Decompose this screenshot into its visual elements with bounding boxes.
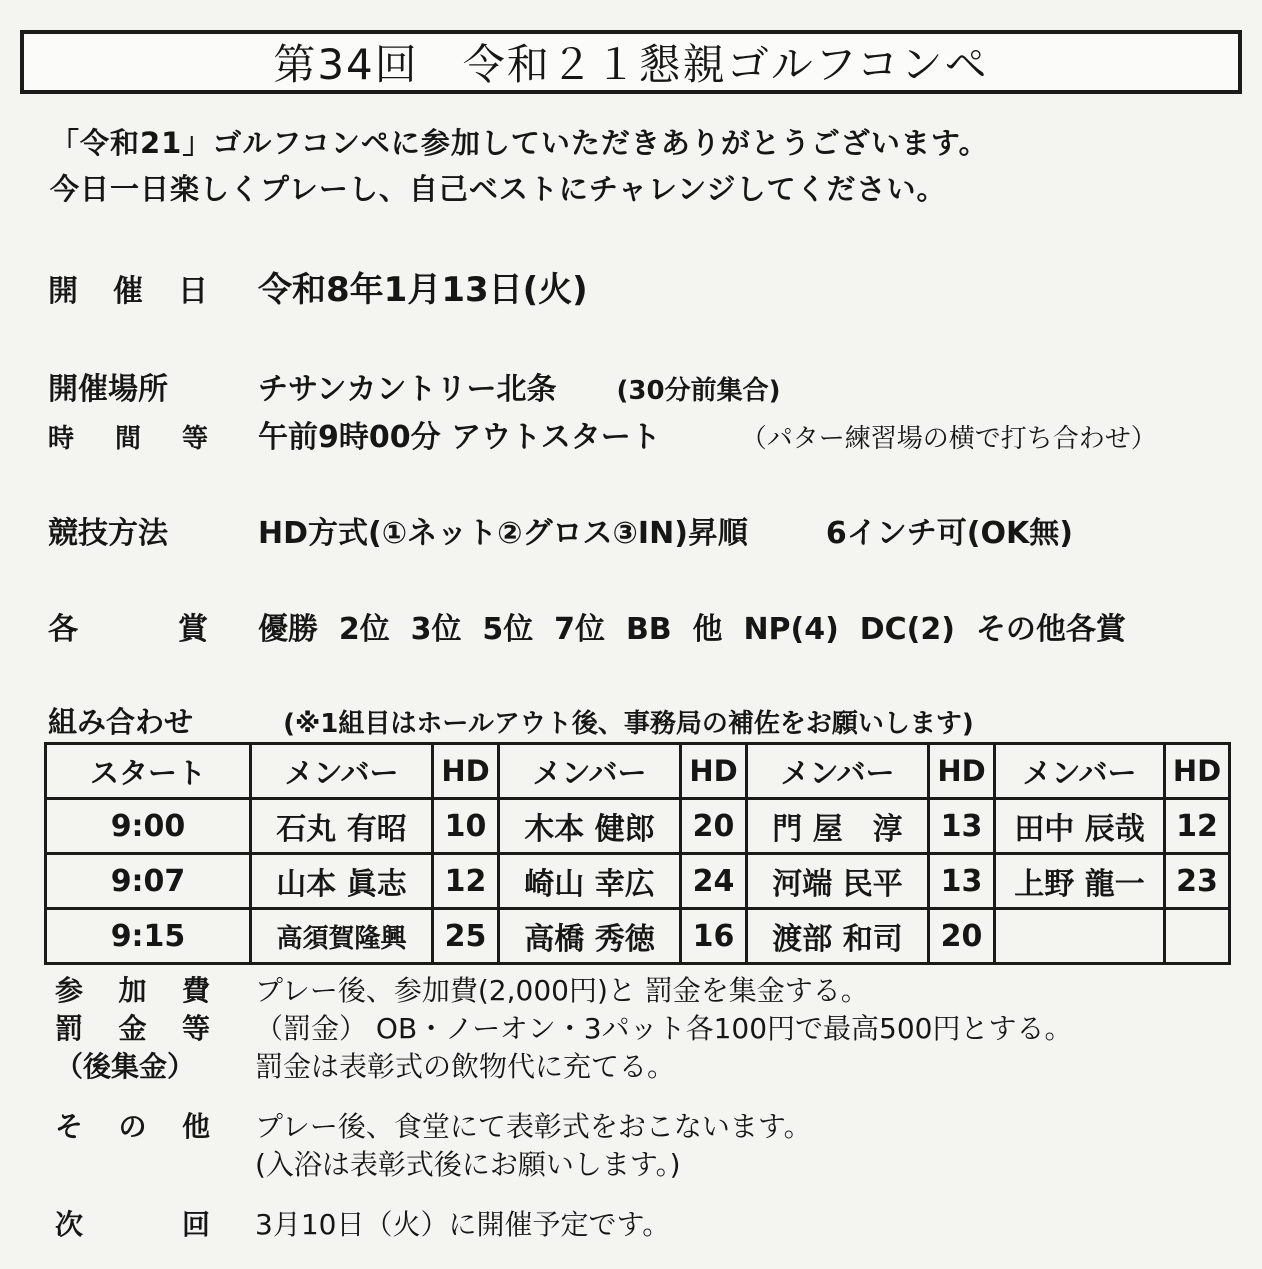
format-row [48, 508, 1073, 552]
member-name: 木本 健郎 [499, 799, 681, 854]
fees-line-3 [55, 1048, 1072, 1086]
time-value: 午前9時00分 アウトスタート [258, 420, 661, 455]
time-row [48, 412, 1157, 456]
table-row [46, 799, 1230, 854]
header-hd: HD [929, 744, 995, 799]
member-name: 門 屋 淳 [747, 799, 929, 854]
member-name [995, 909, 1165, 964]
header-start: スタート [46, 744, 251, 799]
member-hd: 23 [1165, 854, 1230, 909]
member-name: 高須賀隆興 [251, 909, 433, 964]
intro-line-1: 「令和21」ゴルフコンペに参加していただきありがとうございます。 [50, 126, 989, 160]
other-text-2: (入浴は表彰式後にお願いします。) [255, 1148, 681, 1181]
intro-line-2: 今日一日楽しくプレーし、自己ベストにチャレンジしてください。 [50, 172, 947, 206]
header-hd: HD [681, 744, 747, 799]
other-text-1: プレー後、食堂にて表彰式をおこないます。 [255, 1110, 812, 1143]
member-name: 田中 辰哉 [995, 799, 1165, 854]
header-hd: HD [433, 744, 499, 799]
start-time: 9:00 [46, 799, 251, 854]
member-hd: 10 [433, 799, 499, 854]
member-name: 河端 民平 [747, 854, 929, 909]
member-name: 高橋 秀徳 [499, 909, 681, 964]
table-row [46, 909, 1230, 964]
fees-text-2: （罰金） OB・ノーオン・3パット各100円で最高500円とする。 [255, 1012, 1073, 1045]
member-name: 山本 眞志 [251, 854, 433, 909]
member-name: 渡部 和司 [747, 909, 929, 964]
format-label: 競技方法 [48, 516, 168, 551]
groups-header [48, 700, 974, 741]
prizes-label: 各 賞 [48, 612, 208, 647]
fees-text-3: 罰金は表彰式の飲物代に充てる。 [255, 1050, 676, 1083]
fees-line-1 [55, 972, 1072, 1010]
fees-label-2: 罰 金 等 [55, 1012, 210, 1045]
format-note: 6インチ可(OK無) [825, 516, 1073, 551]
time-label: 時 間 等 [48, 424, 208, 454]
table-row [46, 854, 1230, 909]
venue-note: (30分前集合) [616, 376, 781, 406]
member-name: 崎山 幸広 [499, 854, 681, 909]
header-member: メンバー [995, 744, 1165, 799]
member-hd: 24 [681, 854, 747, 909]
start-time: 9:07 [46, 854, 251, 909]
member-hd: 12 [433, 854, 499, 909]
member-hd: 20 [929, 909, 995, 964]
title-box [20, 30, 1242, 94]
other-line-2 [55, 1146, 1072, 1184]
member-hd: 13 [929, 854, 995, 909]
time-note: （パター練習場の横で打ち合わせ） [740, 424, 1157, 454]
intro-text [50, 120, 989, 212]
table-header-row [46, 744, 1230, 799]
header-member: メンバー [251, 744, 433, 799]
member-hd: 16 [681, 909, 747, 964]
other-line-1 [55, 1108, 1072, 1146]
member-name: 上野 龍一 [995, 854, 1165, 909]
venue-label: 開催場所 [48, 372, 168, 407]
header-hd: HD [1165, 744, 1230, 799]
date-value: 令和8年1月13日(火) [258, 270, 588, 310]
pairings-table [44, 742, 1231, 965]
member-hd: 25 [433, 909, 499, 964]
groups-label: 組み合わせ [48, 705, 194, 739]
format-value: HD方式(①ネット②グロス③IN)昇順 [258, 516, 748, 551]
member-hd: 20 [681, 799, 747, 854]
fees-label-3: （後集金） [55, 1050, 196, 1083]
next-label: 次 回 [55, 1208, 210, 1241]
other-label: そ の 他 [55, 1110, 210, 1143]
member-name: 石丸 有昭 [251, 799, 433, 854]
prizes-row [48, 604, 1126, 648]
fees-line-2 [55, 1010, 1072, 1048]
start-time: 9:15 [46, 909, 251, 964]
header-member: メンバー [499, 744, 681, 799]
fees-text-1: プレー後、参加費(2,000円)と 罰金を集金する。 [255, 974, 869, 1007]
fees-section [55, 972, 1072, 1244]
prizes-value: 優勝 2位 3位 5位 7位 BB 他 NP(4) DC(2) その他各賞 [258, 612, 1126, 647]
venue-value: チサンカントリー北条 [258, 372, 557, 407]
header-member: メンバー [747, 744, 929, 799]
date-label: 開 催 日 [48, 274, 208, 309]
page-title: 第34回 令和２１懇親ゴルフコンペ [273, 40, 989, 89]
member-hd [1165, 909, 1230, 964]
groups-note: (※1組目はホールアウト後、事務局の補佐をお願いします) [283, 709, 974, 739]
next-line [55, 1206, 1072, 1244]
member-hd: 12 [1165, 799, 1230, 854]
venue-row [48, 364, 780, 408]
fees-label-1: 参 加 費 [55, 974, 210, 1007]
date-row [48, 262, 588, 311]
next-text: 3月10日（火）に開催予定です。 [255, 1208, 671, 1241]
member-hd: 13 [929, 799, 995, 854]
